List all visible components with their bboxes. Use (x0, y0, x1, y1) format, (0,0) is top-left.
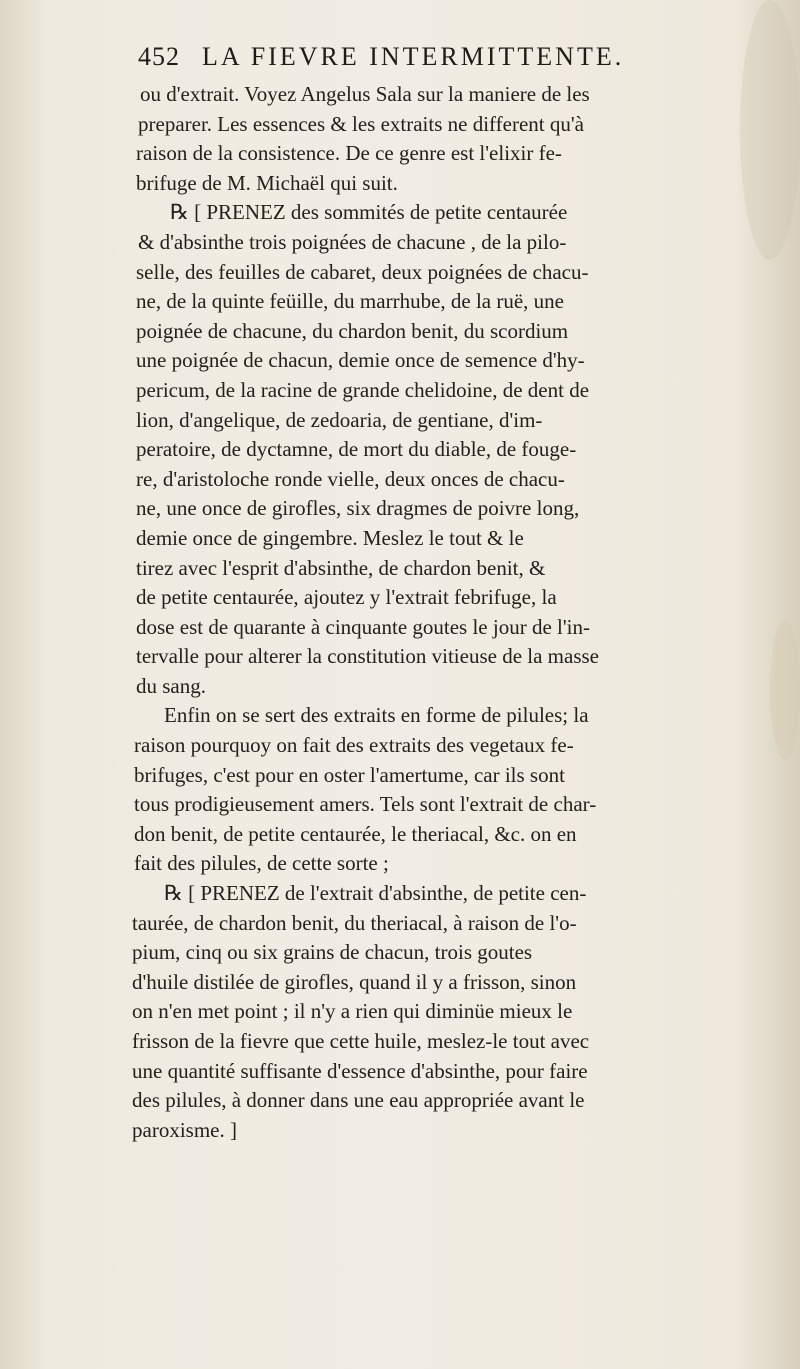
text-line: pium, cinq ou six grains de chacun, trois goutes (132, 940, 533, 965)
text-line: & d'absinthe trois poignées de chacune , de la pilo- (138, 229, 567, 254)
text-line: des pilules, à donner dans une eau appropriée avant le (132, 1088, 585, 1113)
text-line: ne, une once de girofles, six dragmes de poivre long, (136, 496, 580, 521)
text-line: poignée de chacune, du chardon benit, du scordium (136, 318, 569, 343)
text-line: lion, d'angelique, de zedoaria, de gentiane, d'im- (136, 407, 543, 432)
text-line: taurée, de chardon benit, du theriacal, à raison de l'o- (132, 910, 577, 935)
text-line: pericum, de la racine de grande chelidoine, de dent de (136, 377, 590, 402)
text-line: raison de la consistence. De ce genre est l'elixir fe- (136, 141, 562, 166)
text-line: don benit, de petite centaurée, le theriacal, &c. on en (134, 821, 577, 846)
page-number: 452 (138, 42, 180, 71)
text-line: une poignée de chacun, demie once de semence d'hy- (136, 348, 585, 373)
text-line: frisson de la fievre que cette huile, meslez-le tout avec (132, 1029, 590, 1053)
text-line: du sang. (136, 673, 206, 698)
text-line: d'huile distilée de girofles, quand il y a frisson, sinon (132, 969, 577, 994)
text-line: tervalle pour alterer la constitution vitieuse de la masse (136, 644, 600, 669)
text-line: tous prodigieusement amers. Tels sont l'extrait de char- (134, 792, 597, 817)
text-line: re, d'aristoloche ronde vielle, deux onces de chacu- (136, 466, 565, 491)
text-line: tirez avec l'esprit d'absinthe, de chardon benit, & (136, 555, 546, 580)
text-line: ne, de la quinte feüille, du marrhube, de la ruë, une (136, 289, 564, 314)
text-line: brifuges, c'est pour en oster l'amertume, car ils sont (134, 762, 565, 787)
text-line: selle, des feuilles de cabaret, deux poignées de chacu- (136, 259, 589, 284)
text-line: preparer. Les essences & les extraits ne different qu'à (138, 111, 584, 136)
text-line: une quantité suffisante d'essence d'absinthe, pour faire (132, 1058, 588, 1083)
text-line: raison pourquoy on fait des extraits des vegetaux fe- (134, 733, 574, 758)
running-head: LA FIEVRE INTERMITTENTE. (202, 42, 625, 71)
text-line: fait des pilules, de cette sorte ; (134, 851, 389, 876)
text-line: brifuge de M. Michaël qui suit. (136, 170, 398, 195)
page-header (138, 42, 738, 82)
text-line: peratoire, de dyctamne, de mort du diable, de fouge- (136, 437, 577, 462)
text-line: Enfin on se sert des extraits en forme de pilules; la (164, 703, 589, 728)
text-line: ou d'extrait. Voyez Angelus Sala sur la maniere de les (140, 82, 590, 106)
text-line: on n'en met point ; il n'y a rien qui diminüe mieux le (132, 999, 573, 1024)
text-line: demie once de gingembre. Meslez le tout & le (136, 525, 524, 550)
text-line: ℞ [ PRENEZ de l'extrait d'absinthe, de petite cen- (164, 881, 587, 906)
text-line: ℞ [ PRENEZ des sommités de petite centaurée (170, 200, 568, 225)
text-line: paroxisme. ] (132, 1117, 237, 1142)
text-line: de petite centaurée, ajoutez y l'extrait febrifuge, la (136, 585, 557, 610)
body-text (118, 80, 798, 1145)
text-line: dose est de quarante à cinquante goutes le jour de l'in- (136, 614, 590, 639)
